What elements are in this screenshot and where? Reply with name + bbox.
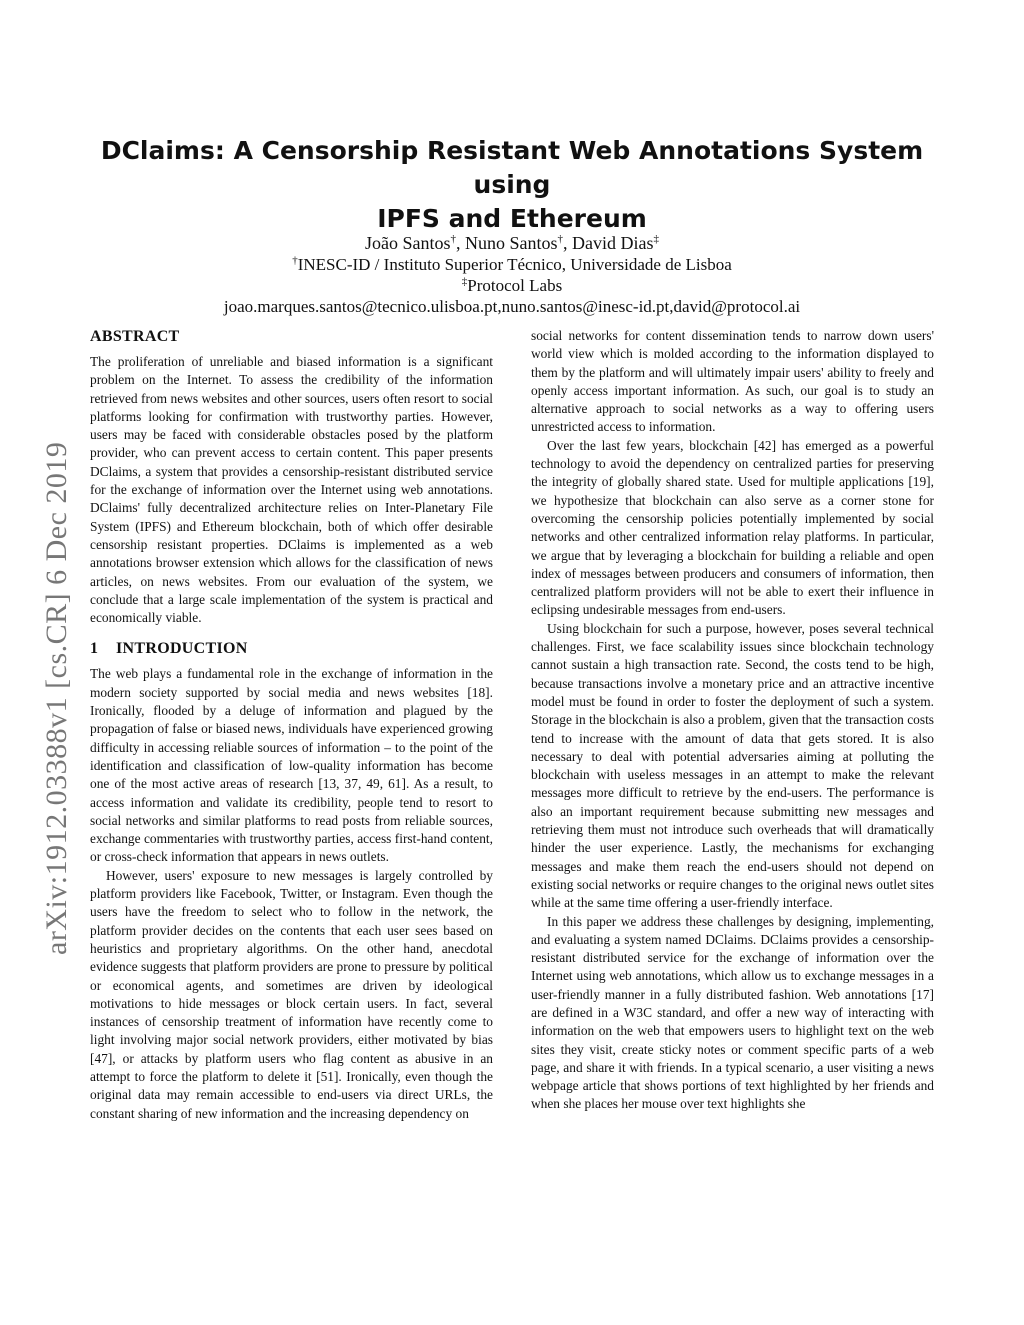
section-title: INTRODUCTION bbox=[116, 640, 248, 658]
intro-paragraph-6: In this paper we address these challenges by designing, implementing, and evaluating a system named DClaims. DClaims provides a censorship-resistant distributed service for the exchange of information over the Internet using web annotations, which allow us to exchange messages in a user-friendly manner in a fully distributed fashion. Web annotations [17] are defined in a W3C standard, and offer a new way of interacting with information on the web that empowers users to highlight text on the web sites they visit, create sticky notes or comment specific parts of a web page, and share it with friends. In a typical scenario, a user visiting a news webpage article that shows portions of text highlighted by her friends and when she places her mouse over text highlights she bbox=[531, 913, 934, 1112]
title-line-1: DClaims: A Censorship Resistant Web Annotations System using bbox=[100, 136, 924, 199]
intro-heading bbox=[90, 639, 493, 659]
intro-paragraph-1: The web plays a fundamental role in the exchange of information in the modern society supported by social media and news websites [18]. Ironically, flooded by a deluge of information and plagued by the propagation of false or biased news, individuals have experienced growing difficulty in accessing reliable sources of information – to the point of the identification and classification of low-quality information has become one of the most active areas of research [13, 37, 49, 61]. As a result, to access information and validate its credibility, people tend to resort to social networks and similar platforms to read posts from reliable sources, exchange commentaries with trustworthy parties, access first-hand content, or cross-check information that appears in news outlets. bbox=[90, 666, 493, 865]
paper-title bbox=[80, 134, 944, 236]
author-block bbox=[112, 232, 912, 317]
affiliation-1-text: INESC-ID / Instituto Superior Técnico, Universidade de Lisboa bbox=[297, 255, 732, 274]
affiliation-2 bbox=[112, 275, 912, 296]
affil-1-mark: † bbox=[292, 254, 298, 267]
author-emails: joao.marques.santos@tecnico.ulisboa.pt,nuno.santos@inesc-id.pt,david@protocol.ai bbox=[223, 297, 801, 316]
intro-paragraph-3: social networks for content dissemination tends to narrow down users' world view which is molded according to the information displayed to them by the platform and will ultimately impair users' ability to freely and openly access important information. As such, our goal is to study an alternative approach to social networks as a way to offering users unrestricted access to information. bbox=[531, 328, 934, 435]
author-sep-1: , bbox=[456, 233, 465, 253]
section-number: 1 bbox=[90, 640, 99, 658]
affiliation-2-text: Protocol Labs bbox=[467, 276, 563, 295]
intro-paragraph-4: Over the last few years, blockchain [42] has emerged as a powerful technology to avoid the dependency on centralized parties for preserving the integrity of globally shared state. Used for multiple applications [19], we hypothesize that blockchain can also serve as a corner stone for overcoming the censorship policies potentially implemented by social networks and other centralized information relay platforms. In particular, we argue that by leveraging a blockchain for building a reliable and open index of messages between producers and consumers of information, then centralized platform providers will not be able to exert their influence in eclipsing undesirable messages from end-users. bbox=[531, 437, 934, 618]
affil-mark-1: † bbox=[450, 233, 456, 245]
author-sep-2: , bbox=[563, 233, 573, 253]
title-line-2: IPFS and Ethereum bbox=[377, 204, 647, 233]
affil-mark-2: † bbox=[557, 233, 564, 245]
arxiv-identifier: arXiv:1912.03388v1 [cs.CR] 6 Dec 2019 bbox=[40, 441, 73, 955]
abstract-text: The proliferation of unreliable and biased information is a significant problem on the Internet. To assess the credibility of the information retrieved from news websites and other sources, users often resort to social platforms looking for confirmation with trustworthy parties. However, users may be faced with considerable obstacles posed by the platform provider, who can prevent access to certain content. This paper presents DClaims, a system that provides a censorship-resistant distributed service for the exchange of information over the Internet using web annotations. DClaims' fully decentralized architecture relies on Inter-Planetary File System (IPFS) and Ethereum blockchain, both of which offer desirable censorship resistant properties. DClaims is implemented as a web annotations browser extension which allows for the classification of news articles, on news websites. From our evaluation of the system, we conclude that a large scale implementation of the system is practical and economically viable. bbox=[90, 354, 493, 626]
left-column bbox=[90, 327, 493, 1123]
author-names bbox=[112, 232, 912, 254]
author-2: Nuno Santos bbox=[465, 233, 558, 253]
author-1: João Santos bbox=[365, 233, 451, 253]
intro-paragraph-5: Using blockchain for such a purpose, however, poses several technical challenges. First, we face scalability issues since blockchain technology cannot sustain a high transaction rate. Second, the costs tend to be high, because transactions involve a monetary price and an attractive incentive model must be found in order to foster the deployment of such a system. Storage in the blockchain is also a problem, given that the transaction costs tend to increase with the amount of data that gets stored. It is also necessary to deal with potential adversaries aiming at polluting the blockchain with useless messages in an attempt to make the relevant messages more difficult to retrieve by the end-users. The performance is also an important requirement because submitting new messages and retrieving them must not introduce such overheads that will dramatically hinder the user experience. Lastly, the mechanisms for exchanging messages and make them reach the end-users should not depend on existing social networks or require changes to the original news outlet sites while at the same time offering a user-friendly interface. bbox=[531, 620, 934, 911]
intro-paragraph-2: However, users' exposure to new messages is largely controlled by platform providers like Facebook, Twitter, or Instagram. Even though the users have the freedom to select who to follow in the network, the platform provider decides on the contents that each user sees based on heuristics and proprietary algorithms. On the other hand, anecdotal evidence suggests that platform providers are prone to pressure by political or economical agents, and sometimes are driven by ideological motivations to hide messages or block certain users. In fact, several instances of censorship treatment of information have recently come to light involving major social network providers, either motivated by bias [47], or attacks by platform users who flag content as abusive in an attempt to force the platform to delete it [51]. Ironically, even though the original data may remain accessible to end-users via direct URLs, the constant sharing of new information and the increasing dependency on bbox=[90, 867, 493, 1121]
abstract-heading: ABSTRACT bbox=[90, 328, 180, 345]
affil-mark-3: ‡ bbox=[653, 233, 659, 245]
author-3: David Dias bbox=[572, 233, 654, 253]
right-column bbox=[531, 327, 934, 1114]
affiliation-1 bbox=[112, 254, 912, 275]
affil-2-mark: ‡ bbox=[461, 275, 468, 288]
